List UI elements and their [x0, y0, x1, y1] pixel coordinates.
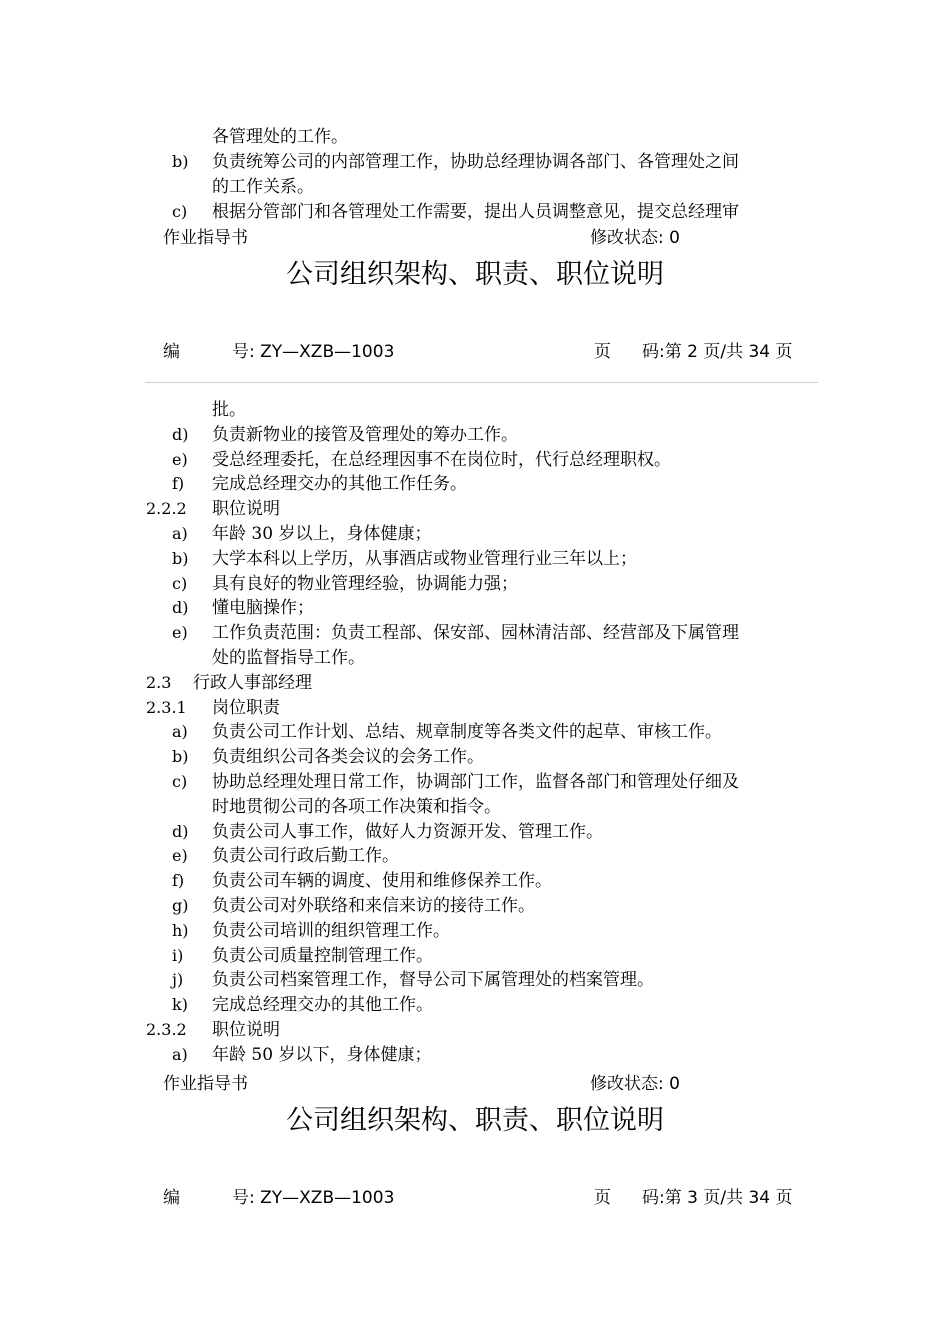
list-item-text: 根据分管部门和各管理处工作需要，提出人员调整意见，提交总经理审: [212, 202, 739, 222]
list-marker: d): [172, 598, 189, 618]
list-marker: k): [172, 995, 188, 1015]
list-marker: c): [172, 772, 188, 791]
doc-type-label: 作业指导书: [163, 228, 248, 248]
list-item-text: 协助总经理处理日常工作，协调部门工作，监督各部门和管理处仔细及: [212, 772, 739, 792]
document-code: 号: ZY—XZB—1003: [232, 1188, 395, 1208]
list-item-text: 完成总经理交办的其他工作。: [212, 995, 433, 1016]
list-item-text: 负责统筹公司的内部管理工作，协助总经理协调各部门、各管理处之间: [212, 152, 739, 172]
list-item-text: 批。: [212, 400, 246, 420]
list-marker: b): [172, 548, 189, 568]
list-marker: d): [172, 821, 189, 841]
list-item-text: 负责公司质量控制管理工作。: [212, 945, 433, 966]
page-title: 公司组织架构、职责、职位说明: [286, 1105, 664, 1136]
list-item-text: 具有良好的物业管理经验，协调能力强；: [212, 573, 518, 594]
list-item-text: 负责公司车辆的调度、使用和维修保养工作。: [212, 871, 552, 892]
revision-status: 修改状态: 0: [590, 228, 680, 248]
list-marker: a): [172, 1044, 188, 1064]
list-item-text: 完成总经理交办的其他工作任务。: [212, 474, 467, 495]
list-marker: b): [172, 152, 189, 171]
list-marker: f): [172, 871, 185, 891]
list-marker: 2.2.2: [146, 499, 187, 519]
list-item-text: 岗位职责: [212, 697, 280, 718]
list-item-text: 负责公司对外联络和来信来访的接待工作。: [212, 896, 535, 916]
list-item-text: 懂电脑操作；: [212, 598, 314, 619]
page-label-prefix: 页: [594, 1188, 611, 1208]
doc-type-label: 作业指导书: [163, 1074, 248, 1094]
list-item-text: 负责公司工作计划、总结、规章制度等各类文件的起草、审核工作。: [212, 722, 722, 743]
list-marker: 2.3: [146, 672, 172, 692]
list-item-text: 行政人事部经理: [193, 672, 312, 693]
document-code: 号: ZY—XZB—1003: [232, 342, 395, 362]
list-item-text: 处的监督指导工作。: [212, 648, 365, 668]
list-marker: c): [172, 573, 188, 593]
list-marker: e): [172, 449, 188, 469]
list-item-text: 的工作关系。: [212, 177, 314, 197]
list-item-text: 时地贯彻公司的各项工作决策和指令。: [212, 796, 501, 817]
list-item-text: 负责公司行政后勤工作。: [212, 846, 399, 867]
list-item-text: 负责公司人事工作，做好人力资源开发、管理工作。: [212, 821, 603, 842]
list-marker: a): [172, 722, 188, 742]
list-item-text: 受总经理委托，在总经理因事不在岗位时，代行总经理职权。: [212, 449, 671, 470]
page-number: 码:第 3 页/共 34 页: [642, 1188, 793, 1208]
list-marker: g): [172, 896, 189, 915]
list-marker: e): [172, 846, 188, 866]
list-item-text: 负责新物业的接管及管理处的筹办工作。: [212, 424, 518, 445]
list-item-text: 职位说明: [212, 499, 280, 520]
list-marker: j): [172, 970, 184, 990]
list-marker: 2.3.1: [146, 697, 187, 717]
list-item-text: 大学本科以上学历，从事酒店或物业管理行业三年以上；: [212, 548, 637, 569]
page-number: 码:第 2 页/共 34 页: [642, 342, 793, 362]
page-title: 公司组织架构、职责、职位说明: [286, 259, 664, 290]
page-label-prefix: 页: [594, 342, 611, 362]
list-item-text: 负责公司档案管理工作，督导公司下属管理处的档案管理。: [212, 970, 654, 991]
list-marker: d): [172, 424, 189, 444]
list-marker: e): [172, 623, 188, 643]
code-label-prefix: 编: [163, 1188, 180, 1208]
list-marker: 2.3.2: [146, 1020, 187, 1039]
list-item-text: 年龄 50 岁以下，身体健康；: [212, 1044, 432, 1065]
list-marker: h): [172, 920, 189, 940]
list-item-text: 负责公司培训的组织管理工作。: [212, 920, 450, 941]
list-marker: c): [172, 202, 188, 221]
list-item-text: 职位说明: [212, 1020, 280, 1040]
list-marker: f): [172, 474, 185, 494]
list-marker: a): [172, 524, 188, 543]
header-divider: [145, 382, 818, 383]
list-item-text: 各管理处的工作。: [212, 127, 348, 147]
list-marker: i): [172, 945, 184, 965]
code-label-prefix: 编: [163, 342, 180, 362]
list-item-text: 负责组织公司各类会议的会务工作。: [212, 747, 484, 768]
revision-status: 修改状态: 0: [590, 1074, 680, 1094]
list-item-text: 工作负责范围：负责工程部、保安部、园林清洁部、经营部及下属管理: [212, 623, 739, 644]
list-marker: b): [172, 747, 189, 767]
list-item-text: 年龄 30 岁以上，身体健康；: [212, 524, 432, 544]
